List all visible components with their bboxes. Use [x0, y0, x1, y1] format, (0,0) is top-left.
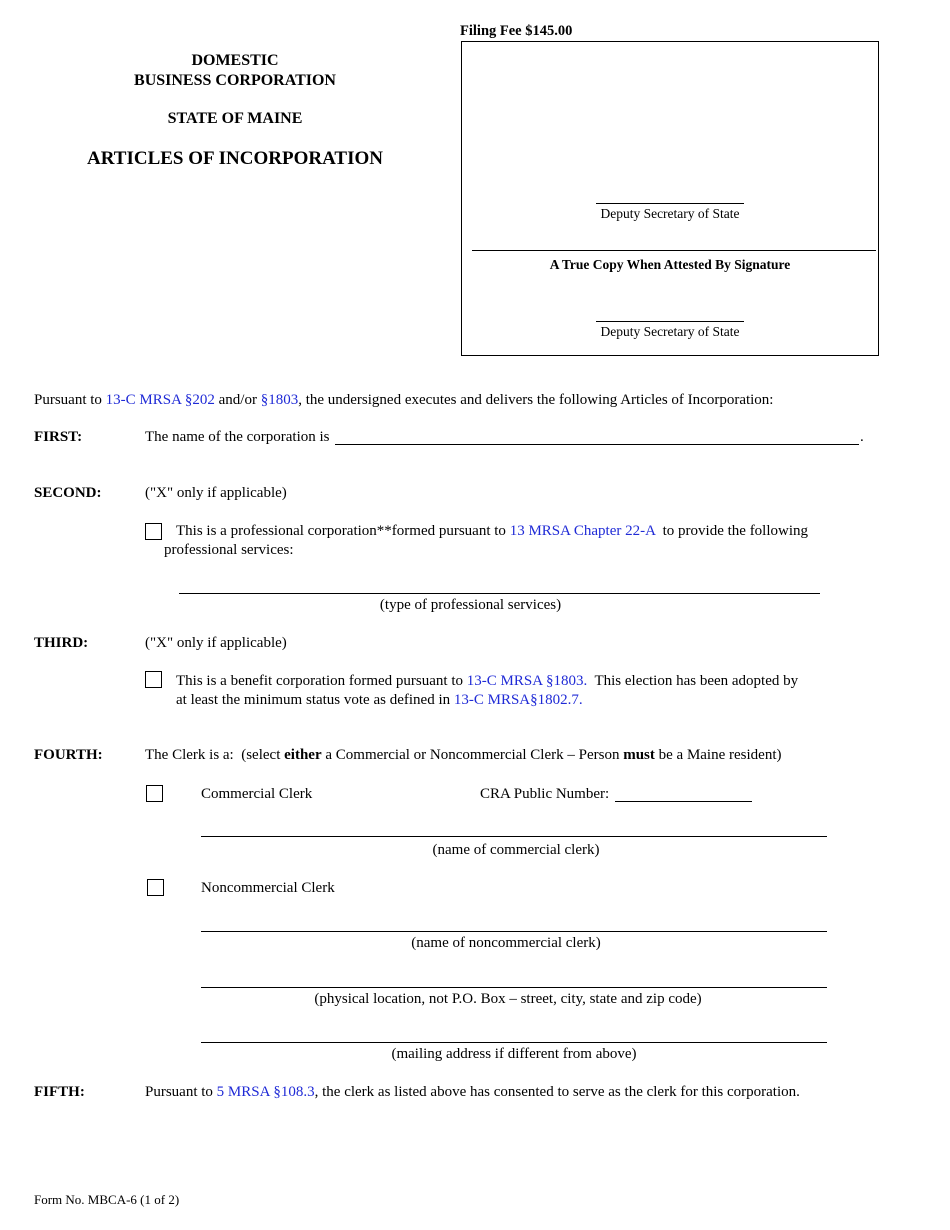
- page-title: ARTICLES OF INCORPORATION: [87, 148, 383, 169]
- third-text: [176, 673, 798, 690]
- physical-location-field[interactable]: [201, 987, 827, 988]
- first-label: FIRST:: [34, 429, 83, 445]
- second-text: [176, 523, 808, 540]
- fifth-text: [145, 1084, 800, 1101]
- third-text-mid: This election has been adopted by: [587, 673, 799, 689]
- intro-text: [34, 392, 773, 409]
- link-13c-1803[interactable]: 13-C MRSA §1803.: [466, 673, 588, 689]
- link-1803[interactable]: §1803: [260, 392, 299, 408]
- third-text-line2-pre: at least the minimum status vote as defined in: [176, 692, 454, 708]
- third-text-pre: This is a benefit corporation formed pursuant to: [176, 673, 467, 689]
- third-text-line2: [176, 692, 583, 709]
- noncommercial-clerk-name-field[interactable]: [201, 931, 827, 932]
- commercial-clerk-checkbox[interactable]: [146, 785, 163, 802]
- signature-line-2: [596, 321, 744, 322]
- commercial-clerk-label: Commercial Clerk: [201, 786, 313, 802]
- header-line1: DOMESTIC: [191, 52, 279, 69]
- first-end: .: [860, 429, 864, 445]
- intro-post: , the undersigned executes and delivers the following Articles of Incorporation:: [298, 392, 774, 408]
- fourth-text-post: be a Maine resident): [654, 747, 782, 763]
- filing-divider: [472, 250, 876, 251]
- fourth-must: must: [623, 747, 655, 763]
- physical-location-caption: (physical location, not P.O. Box – street, city, state and zip code): [314, 991, 702, 1007]
- intro-mid: and/or: [214, 392, 261, 408]
- deputy-secretary-label-1: Deputy Secretary of State: [600, 206, 740, 221]
- third-note: ("X" only if applicable): [145, 635, 287, 651]
- fifth-pre: Pursuant to: [145, 1084, 217, 1100]
- header-state: STATE OF MAINE: [167, 110, 303, 127]
- signature-line-1: [596, 203, 744, 204]
- professional-corp-checkbox[interactable]: [145, 523, 162, 540]
- second-text-line2: professional services:: [164, 542, 294, 558]
- filing-box: [461, 41, 879, 356]
- second-note: ("X" only if applicable): [145, 485, 287, 501]
- fourth-label: FOURTH:: [34, 747, 103, 763]
- fourth-text-mid: a Commercial or Noncommercial Clerk – Person: [321, 747, 624, 763]
- professional-services-caption: (type of professional services): [379, 597, 562, 613]
- corporation-name-field[interactable]: [335, 444, 859, 445]
- fourth-text-pre: The Clerk is a: (select: [145, 747, 285, 763]
- fifth-post: , the clerk as listed above has consented to serve as the clerk for this corporation.: [314, 1084, 800, 1100]
- deputy-secretary-label-2: Deputy Secretary of State: [600, 324, 740, 339]
- second-text-pre: This is a professional corporation**formed pursuant to: [176, 523, 510, 539]
- commercial-clerk-name-field[interactable]: [201, 836, 827, 837]
- professional-services-field[interactable]: [179, 593, 820, 594]
- second-label: SECOND:: [34, 485, 102, 501]
- cra-public-number-field[interactable]: [615, 801, 752, 802]
- link-13c-202[interactable]: 13-C MRSA §202: [105, 392, 215, 408]
- cra-public-number-label: CRA Public Number:: [480, 786, 610, 802]
- benefit-corp-checkbox[interactable]: [145, 671, 162, 688]
- true-copy-label: A True Copy When Attested By Signature: [549, 257, 791, 272]
- noncommercial-clerk-label: Noncommercial Clerk: [201, 880, 335, 896]
- commercial-clerk-caption: (name of commercial clerk): [432, 842, 600, 858]
- mailing-address-caption: (mailing address if different from above): [391, 1046, 637, 1062]
- fifth-label: FIFTH:: [34, 1084, 85, 1100]
- link-13c-1802-7[interactable]: 13-C MRSA§1802.7.: [453, 692, 583, 708]
- link-13-chapter-22a[interactable]: 13 MRSA Chapter 22-A: [509, 523, 656, 539]
- filing-fee: Filing Fee $145.00: [460, 23, 573, 39]
- third-label: THIRD:: [34, 635, 89, 651]
- fourth-text: [145, 747, 782, 764]
- second-text-post: to provide the following: [655, 523, 809, 539]
- link-5-108-3[interactable]: 5 MRSA §108.3: [216, 1084, 315, 1100]
- noncommercial-clerk-checkbox[interactable]: [147, 879, 164, 896]
- header-line2: BUSINESS CORPORATION: [134, 72, 336, 89]
- fourth-either: either: [284, 747, 322, 763]
- mailing-address-field[interactable]: [201, 1042, 827, 1043]
- noncommercial-clerk-caption: (name of noncommercial clerk): [411, 935, 601, 951]
- form-number: Form No. MBCA-6 (1 of 2): [34, 1192, 180, 1207]
- intro-pre: Pursuant to: [34, 392, 106, 408]
- first-text: The name of the corporation is: [145, 429, 330, 445]
